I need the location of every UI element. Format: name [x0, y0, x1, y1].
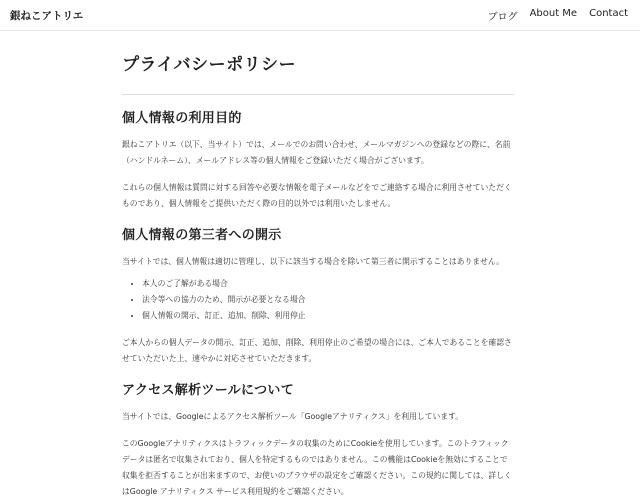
disclosure-list [122, 276, 514, 324]
list-item: • 個人情報の開示、訂正、追加、削除、利用停止 [142, 308, 514, 324]
section-purpose [122, 107, 514, 212]
section-paragraph: このGoogleアナリティクスはトラフィックデータの収集のためにCookieを使用しています。このトラフィックデータは匿名で収集されており、個人を特定するものではありません。この機能はCookieを無効にすることで収集を拒否することが出来ますので、お使いのブラウザの設定をご確認ください。この規約に関しては、詳しくはGoogle アナリティクス サービス利用規約をご確認ください。 [122, 439, 512, 496]
nav-about-me[interactable]: About Me [529, 7, 578, 19]
section-paragraph: 当サイトでは、個人情報は適切に管理し、以下に該当する場合を除いて第三者に開示することはありません。 [122, 257, 504, 266]
site-header [0, 0, 640, 31]
section-third-party [122, 224, 514, 367]
section-paragraph: ご本人からの個人データの開示、訂正、追加、削除、利用停止のご希望の場合には、ご本人であることを確認させていただいた上、速やかに対応させていただきます。 [122, 338, 512, 363]
site-title[interactable]: 銀ねこアトリエ [10, 9, 84, 22]
nav-blog[interactable]: ブログ [487, 11, 518, 23]
section-analytics [122, 379, 514, 500]
list-item: • 法令等への協力のため、開示が必要となる場合 [142, 292, 514, 308]
nav-contact[interactable]: Contact [589, 7, 628, 19]
section-heading: 個人情報の第三者への開示 [122, 228, 282, 243]
main-nav [488, 8, 628, 23]
main-content [122, 50, 514, 500]
section-paragraph: 銀ねこアトリエ（以下、当サイト）では、メールでのお問い合わせ、メールマガジンへの登録などの際に、名前（ハンドルネーム）、メールアドレス等の個人情報をご登録いただく場合がございます。 [122, 140, 511, 165]
section-paragraph: 当サイトでは、Googleによるアクセス解析ツール「Googleアナリティクス」を利用しています。 [122, 412, 464, 421]
list-item: • 本人のご了解がある場合 [142, 276, 514, 292]
section-heading: アクセス解析ツールについて [122, 383, 294, 398]
page-title: プライバシーポリシー [122, 55, 297, 75]
section-paragraph: これらの個人情報は質問に対する回答や必要な情報を電子メールなどをでご連絡する場合に利用させていただくものであり、個人情報をご提供いただく際の目的以外では利用いたしません。 [122, 183, 512, 208]
title-divider [122, 94, 514, 95]
section-heading: 個人情報の利用目的 [122, 111, 242, 126]
